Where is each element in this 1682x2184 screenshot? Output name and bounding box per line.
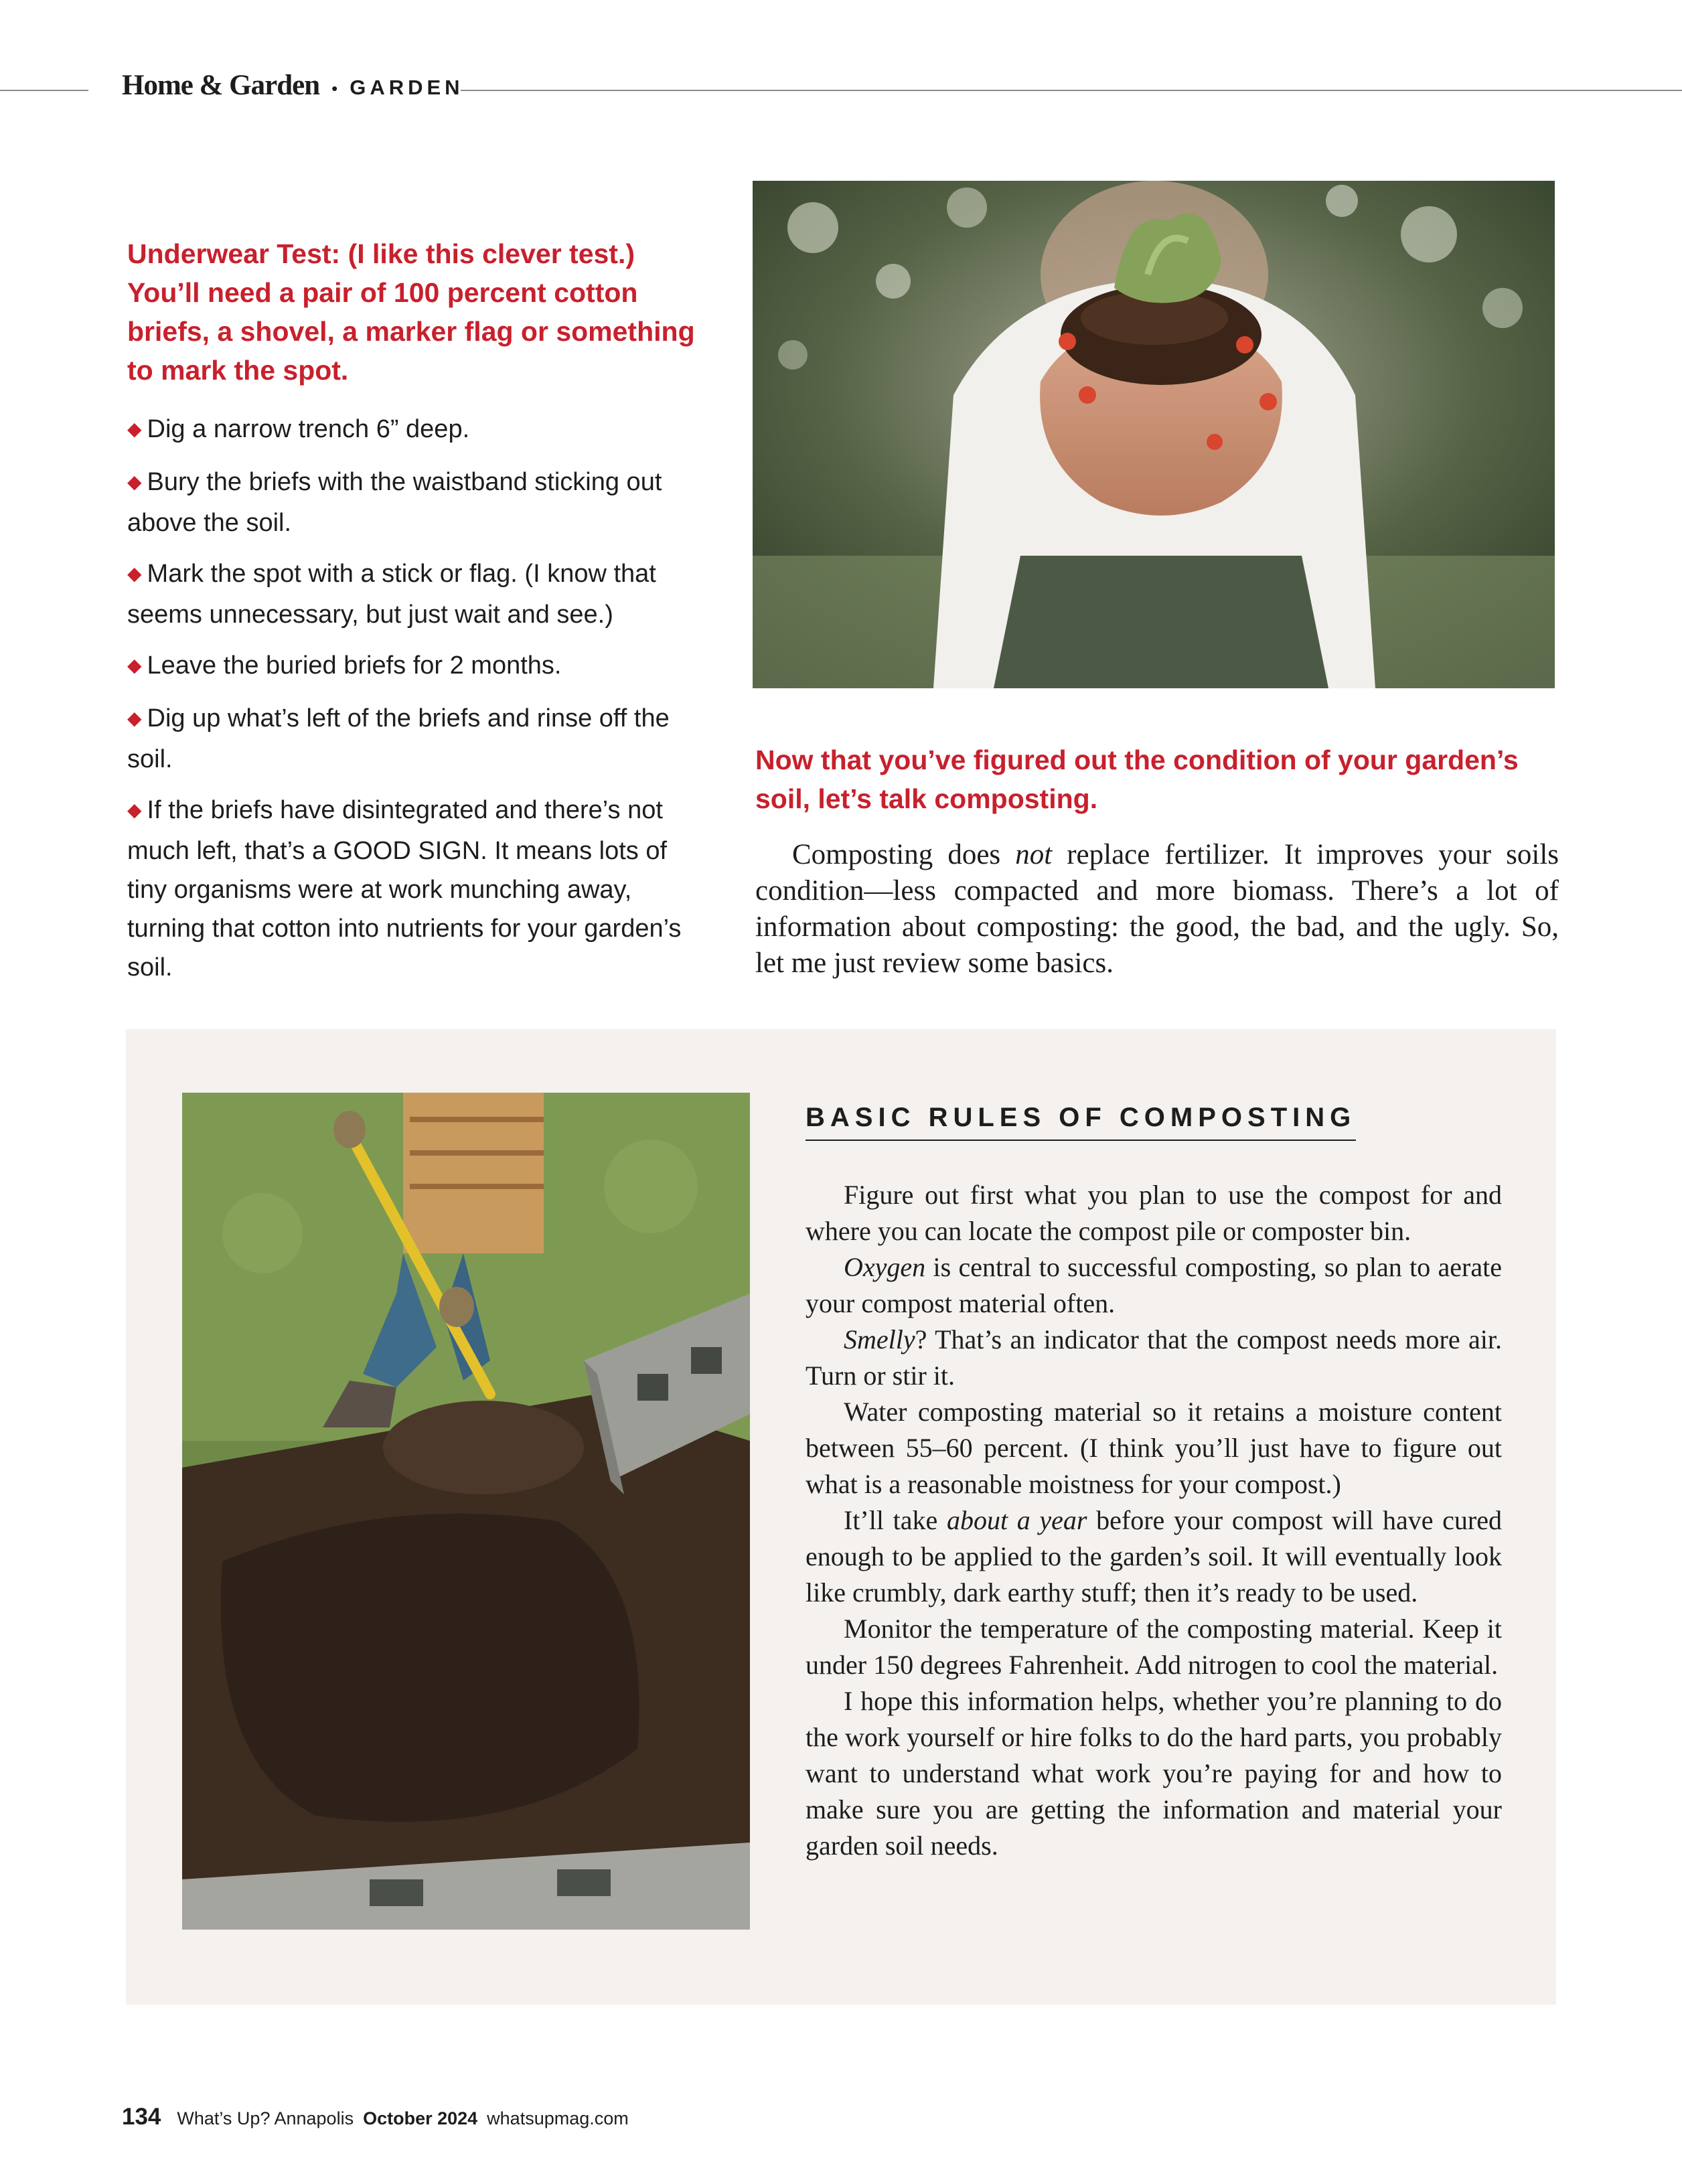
left-column bbox=[127, 234, 710, 999]
rule-paragraph: It’ll take about a year before your compost will have cured enough to be applied to the garden’s soil. It will eventually look like crumbly, dark earthy stuff; then it’s ready to be used. bbox=[806, 1505, 1503, 1608]
header-rule-right bbox=[461, 90, 1682, 91]
rule-paragraph: Monitor the temperature of the composting material. Keep it under 150 degrees Fahrenheit. Add nitrogen to cool the material. bbox=[806, 1614, 1502, 1680]
photo-hands-holding-soil bbox=[753, 181, 1555, 688]
composting-intro: Composting does not replace fertilizer. It improves your soils condition—less compacted and more biomass. There’s a lot of information about composting: the good, the bad, and the ugly. So, let me just review some basics. bbox=[755, 839, 1559, 979]
page-header bbox=[122, 69, 464, 102]
composting-sidebar bbox=[126, 1029, 1556, 2005]
rule-paragraph: Water composting material so it retains a moisture content between 55–60 percent. (I think you’ll just have to figure out what is a reasonable moistness for your compost.) bbox=[806, 1397, 1502, 1499]
brand-name: Home & Garden bbox=[122, 70, 320, 101]
list-item: ◆ Mark the spot with a stick or flag. (I know that seems unnecessary, but just wait and see.) bbox=[127, 560, 656, 629]
list-item: ◆ If the briefs have disintegrated and there’s not much left, that’s a GOOD SIGN. It means lots of tiny organisms were at work munching away, turning that cotton into nutrients for your garden’s soil. bbox=[127, 796, 682, 982]
rule-paragraph: Oxygen is central to successful composting, so plan to aerate your compost material often. bbox=[806, 1252, 1502, 1318]
list-item: ◆ Bury the briefs with the waistband sticking out above the soil. bbox=[127, 468, 662, 537]
website-link[interactable]: whatsupmag.com bbox=[487, 2108, 629, 2128]
composting-rules-body bbox=[806, 1177, 1502, 1864]
sidebar-title: BASIC RULES OF COMPOSTING bbox=[806, 1103, 1356, 1141]
diamond-bullet-icon: ◆ bbox=[127, 708, 142, 728]
page-footer bbox=[122, 2104, 638, 2130]
rule-paragraph: Figure out first what you plan to use the compost for and where you can locate the compost pile or composter bin. bbox=[806, 1180, 1502, 1246]
diamond-bullet-icon: ◆ bbox=[127, 799, 142, 820]
rule-paragraph: Smelly? That’s an indicator that the compost needs more air. Turn or stir it. bbox=[806, 1324, 1502, 1391]
underwear-test-steps bbox=[127, 410, 710, 987]
magazine-name: What’s Up? Annapolis bbox=[177, 2108, 354, 2128]
rule-paragraph: I hope this information helps, whether you’re planning to do the work yourself or hire folks to do the hard parts, you probably want to understand what work you’re paying for and how to make sure you are getting the information and material your garden soil needs. bbox=[806, 1686, 1502, 1861]
composting-rules bbox=[806, 1103, 1502, 1864]
header-separator: • bbox=[331, 78, 338, 98]
diamond-bullet-icon: ◆ bbox=[127, 471, 142, 492]
issue-date: October 2024 bbox=[363, 2108, 478, 2128]
header-rule-left bbox=[0, 90, 88, 91]
page-number: 134 bbox=[122, 2104, 161, 2130]
list-item: ◆ Leave the buried briefs for 2 months. bbox=[127, 651, 562, 680]
section-name: GARDEN bbox=[350, 76, 464, 99]
diamond-bullet-icon: ◆ bbox=[127, 655, 142, 676]
list-item: ◆ Dig a narrow trench 6” deep. bbox=[127, 415, 470, 443]
diamond-bullet-icon: ◆ bbox=[127, 563, 142, 584]
diamond-bullet-icon: ◆ bbox=[127, 418, 142, 439]
composting-heading: Now that you’ve figured out the condition of your garden’s soil, let’s talk composting. bbox=[755, 745, 1519, 814]
list-item: ◆ Dig up what’s left of the briefs and rinse off the soil. bbox=[127, 704, 670, 773]
photo-shoveling-compost bbox=[182, 1093, 750, 1930]
right-column bbox=[755, 740, 1559, 982]
underwear-test-heading: Underwear Test: (I like this clever test.) You’ll need a pair of 100 percent cotton briefs, a shovel, a marker flag or something to mark the spot. bbox=[127, 238, 695, 386]
